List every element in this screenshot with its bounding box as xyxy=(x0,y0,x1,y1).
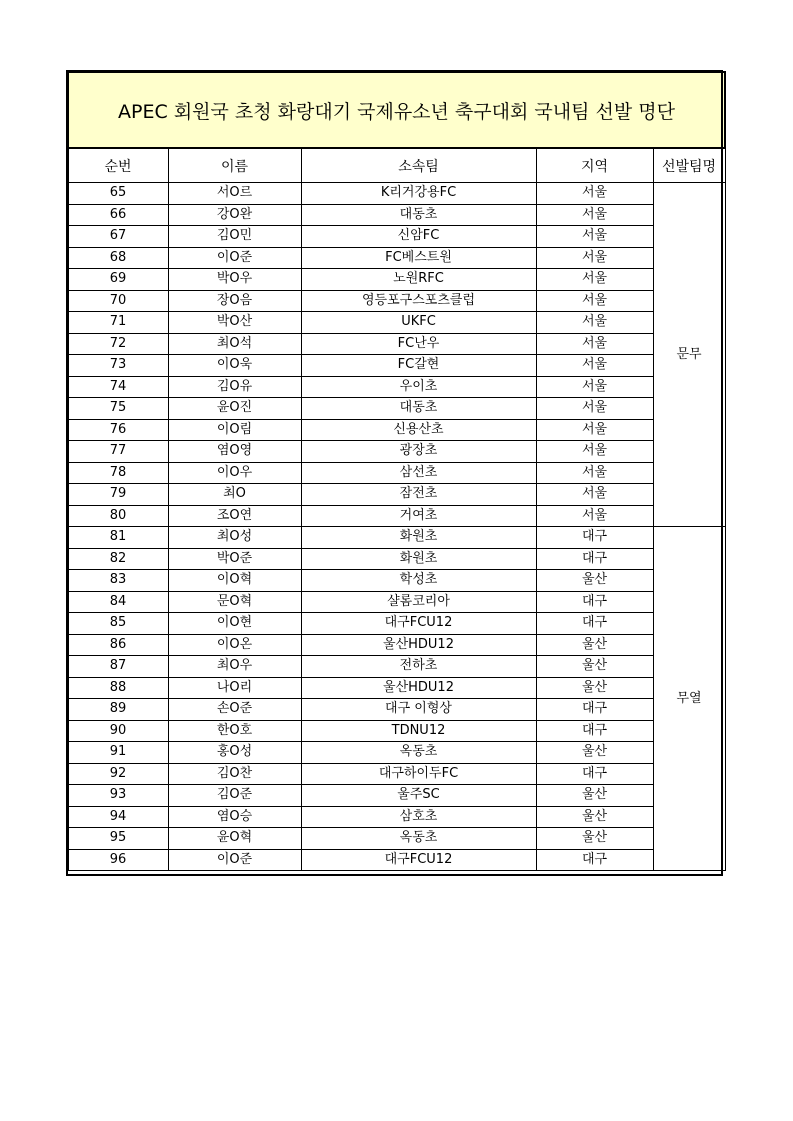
player-name: 최O석 xyxy=(168,333,301,355)
region-name: 서울 xyxy=(536,312,653,334)
row-number: 87 xyxy=(68,656,168,678)
player-name: 박O산 xyxy=(168,312,301,334)
region-name: 서울 xyxy=(536,398,653,420)
club-name: 영등포구스포츠클럽 xyxy=(301,290,536,312)
player-name: 홍O성 xyxy=(168,742,301,764)
region-name: 서울 xyxy=(536,505,653,527)
player-name: 이O준 xyxy=(168,849,301,871)
region-name: 서울 xyxy=(536,355,653,377)
row-number: 72 xyxy=(68,333,168,355)
region-name: 서울 xyxy=(536,183,653,205)
row-number: 84 xyxy=(68,591,168,613)
club-name: FC갈현 xyxy=(301,355,536,377)
table-row xyxy=(68,204,725,226)
table-row xyxy=(68,785,725,807)
player-name: 한O호 xyxy=(168,720,301,742)
row-number: 95 xyxy=(68,828,168,850)
player-name: 윤O진 xyxy=(168,398,301,420)
row-number: 67 xyxy=(68,226,168,248)
club-name: FC베스트원 xyxy=(301,247,536,269)
region-name: 울산 xyxy=(536,570,653,592)
table-row xyxy=(68,656,725,678)
club-name: 옥동초 xyxy=(301,742,536,764)
table-row xyxy=(68,312,725,334)
region-name: 서울 xyxy=(536,247,653,269)
player-name: 윤O혁 xyxy=(168,828,301,850)
row-number: 91 xyxy=(68,742,168,764)
table-row xyxy=(68,677,725,699)
region-name: 서울 xyxy=(536,204,653,226)
club-name: 삼선초 xyxy=(301,462,536,484)
player-name: 손O준 xyxy=(168,699,301,721)
club-name: 샬롬코리아 xyxy=(301,591,536,613)
club-name: 학성초 xyxy=(301,570,536,592)
region-name: 서울 xyxy=(536,419,653,441)
player-name: 이O현 xyxy=(168,613,301,635)
player-name: 김O유 xyxy=(168,376,301,398)
table-row xyxy=(68,828,725,850)
row-number: 77 xyxy=(68,441,168,463)
region-name: 대구 xyxy=(536,849,653,871)
row-number: 82 xyxy=(68,548,168,570)
region-name: 서울 xyxy=(536,269,653,291)
player-name: 이O림 xyxy=(168,419,301,441)
roster-body xyxy=(68,183,725,871)
club-name: K리거강용FC xyxy=(301,183,536,205)
club-name: 옥동초 xyxy=(301,828,536,850)
row-number: 70 xyxy=(68,290,168,312)
column-header-no: 순번 xyxy=(68,148,168,183)
region-name: 대구 xyxy=(536,591,653,613)
row-number: 65 xyxy=(68,183,168,205)
row-number: 81 xyxy=(68,527,168,549)
player-name: 이O온 xyxy=(168,634,301,656)
table-row xyxy=(68,484,725,506)
table-row xyxy=(68,226,725,248)
table-row xyxy=(68,505,725,527)
player-name: 최O성 xyxy=(168,527,301,549)
player-name: 김O찬 xyxy=(168,763,301,785)
club-name: 대구FCU12 xyxy=(301,849,536,871)
row-number: 85 xyxy=(68,613,168,635)
player-name: 최O우 xyxy=(168,656,301,678)
table-row xyxy=(68,699,725,721)
row-number: 76 xyxy=(68,419,168,441)
club-name: 신암FC xyxy=(301,226,536,248)
region-name: 대구 xyxy=(536,527,653,549)
region-name: 대구 xyxy=(536,613,653,635)
player-name: 박O준 xyxy=(168,548,301,570)
region-name: 서울 xyxy=(536,441,653,463)
column-header-club: 소속팀 xyxy=(301,148,536,183)
player-name: 이O욱 xyxy=(168,355,301,377)
region-name: 울산 xyxy=(536,742,653,764)
table-row xyxy=(68,548,725,570)
table-row xyxy=(68,527,725,549)
player-name: 장O음 xyxy=(168,290,301,312)
table-row xyxy=(68,441,725,463)
roster-table xyxy=(67,71,726,871)
row-number: 69 xyxy=(68,269,168,291)
region-name: 울산 xyxy=(536,806,653,828)
region-name: 대구 xyxy=(536,548,653,570)
table-row xyxy=(68,183,725,205)
row-number: 83 xyxy=(68,570,168,592)
row-number: 86 xyxy=(68,634,168,656)
row-number: 89 xyxy=(68,699,168,721)
player-name: 서O르 xyxy=(168,183,301,205)
club-name: 대동초 xyxy=(301,204,536,226)
player-name: 강O완 xyxy=(168,204,301,226)
player-name: 문O혁 xyxy=(168,591,301,613)
row-number: 73 xyxy=(68,355,168,377)
table-row xyxy=(68,462,725,484)
row-number: 94 xyxy=(68,806,168,828)
player-name: 조O연 xyxy=(168,505,301,527)
table-row xyxy=(68,591,725,613)
player-name: 염O영 xyxy=(168,441,301,463)
player-name: 나O리 xyxy=(168,677,301,699)
table-row xyxy=(68,634,725,656)
region-name: 서울 xyxy=(536,462,653,484)
region-name: 대구 xyxy=(536,720,653,742)
club-name: 삼호초 xyxy=(301,806,536,828)
region-name: 서울 xyxy=(536,484,653,506)
table-row xyxy=(68,570,725,592)
club-name: 화원초 xyxy=(301,548,536,570)
table-row xyxy=(68,290,725,312)
club-name: 울주SC xyxy=(301,785,536,807)
row-number: 93 xyxy=(68,785,168,807)
player-name: 박O우 xyxy=(168,269,301,291)
header-row xyxy=(68,148,725,183)
club-name: 울산HDU12 xyxy=(301,634,536,656)
selection-team-name: 무열 xyxy=(653,527,725,871)
region-name: 울산 xyxy=(536,828,653,850)
player-name: 김O민 xyxy=(168,226,301,248)
region-name: 울산 xyxy=(536,634,653,656)
row-number: 79 xyxy=(68,484,168,506)
table-row xyxy=(68,247,725,269)
club-name: 대구하이두FC xyxy=(301,763,536,785)
region-name: 대구 xyxy=(536,763,653,785)
player-name: 김O준 xyxy=(168,785,301,807)
table-row xyxy=(68,806,725,828)
region-name: 울산 xyxy=(536,677,653,699)
table-row xyxy=(68,613,725,635)
table-row xyxy=(68,720,725,742)
row-number: 80 xyxy=(68,505,168,527)
player-name: 염O승 xyxy=(168,806,301,828)
row-number: 68 xyxy=(68,247,168,269)
club-name: UKFC xyxy=(301,312,536,334)
club-name: 대구FCU12 xyxy=(301,613,536,635)
row-number: 90 xyxy=(68,720,168,742)
selection-team-name: 문무 xyxy=(653,183,725,527)
region-name: 울산 xyxy=(536,785,653,807)
table-row xyxy=(68,376,725,398)
row-number: 96 xyxy=(68,849,168,871)
club-name: FC난우 xyxy=(301,333,536,355)
row-number: 88 xyxy=(68,677,168,699)
table-row xyxy=(68,763,725,785)
club-name: 우이초 xyxy=(301,376,536,398)
table-row xyxy=(68,849,725,871)
region-name: 서울 xyxy=(536,226,653,248)
table-row xyxy=(68,742,725,764)
row-number: 74 xyxy=(68,376,168,398)
club-name: 대동초 xyxy=(301,398,536,420)
table-row xyxy=(68,269,725,291)
table-row xyxy=(68,398,725,420)
row-number: 92 xyxy=(68,763,168,785)
column-header-team: 선발팀명 xyxy=(653,148,725,183)
club-name: 노원RFC xyxy=(301,269,536,291)
row-number: 71 xyxy=(68,312,168,334)
player-name: 이O준 xyxy=(168,247,301,269)
row-number: 78 xyxy=(68,462,168,484)
page-title: APEC 회원국 초청 화랑대기 국제유소년 축구대회 국내팀 선발 명단 xyxy=(68,72,725,148)
table-row xyxy=(68,355,725,377)
row-number: 66 xyxy=(68,204,168,226)
region-name: 서울 xyxy=(536,333,653,355)
club-name: 울산HDU12 xyxy=(301,677,536,699)
player-name: 이O우 xyxy=(168,462,301,484)
column-header-region: 지역 xyxy=(536,148,653,183)
column-header-name: 이름 xyxy=(168,148,301,183)
club-name: 화원초 xyxy=(301,527,536,549)
region-name: 서울 xyxy=(536,290,653,312)
row-number: 75 xyxy=(68,398,168,420)
club-name: 전하초 xyxy=(301,656,536,678)
region-name: 대구 xyxy=(536,699,653,721)
player-name: 최O xyxy=(168,484,301,506)
player-name: 이O혁 xyxy=(168,570,301,592)
club-name: 거여초 xyxy=(301,505,536,527)
club-name: 대구 이형상 xyxy=(301,699,536,721)
club-name: 신용산초 xyxy=(301,419,536,441)
club-name: 잠전초 xyxy=(301,484,536,506)
region-name: 울산 xyxy=(536,656,653,678)
table-row xyxy=(68,333,725,355)
region-name: 서울 xyxy=(536,376,653,398)
table-row xyxy=(68,419,725,441)
club-name: TDNU12 xyxy=(301,720,536,742)
club-name: 광장초 xyxy=(301,441,536,463)
